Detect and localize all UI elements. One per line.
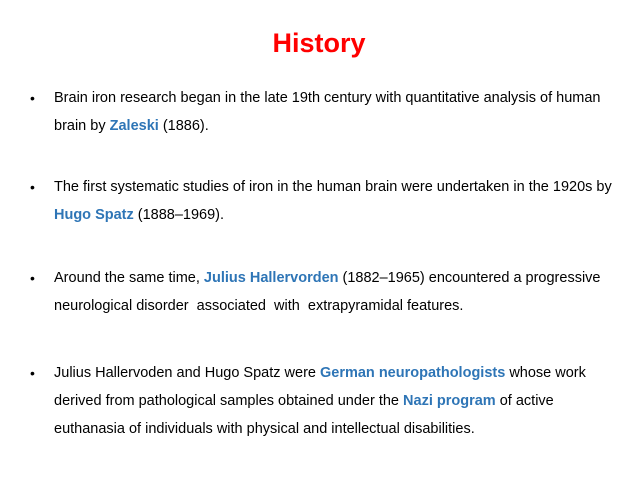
- bullet-text: [54, 173, 614, 229]
- bullet-text: [54, 359, 614, 443]
- highlight-term: German neuropathologists: [319, 365, 506, 381]
- highlight-name: Julius Hallervorden: [203, 270, 339, 286]
- bullet-marker: •: [30, 90, 35, 106]
- slide-title: History: [272, 28, 366, 58]
- bullet-marker: •: [30, 365, 35, 381]
- highlight-name: Hugo Spatz: [54, 207, 134, 223]
- bullet-marker: •: [30, 179, 35, 195]
- bullet-text-part: whose work derived from pathological samples obtained under the: [54, 365, 586, 409]
- bullet-text: [54, 84, 614, 140]
- bullet-text-part: (1882–1965) encountered a progressive neurological disorder associated with extrapyramidal features.: [54, 270, 605, 314]
- bullet-text-part: Around the same time,: [54, 270, 204, 286]
- highlight-term: Nazi program: [403, 393, 496, 409]
- bullet-text: [54, 264, 614, 320]
- bullet-text-part: The first systematic studies of iron in the human brain were undertaken in the 1920s by: [54, 179, 612, 195]
- bullet-text-part: of active euthanasia of individuals with physical and intellectual disabilities.: [54, 393, 554, 437]
- bullet-text-part: (1888–1969).: [133, 207, 225, 223]
- bullet-text-part: (1886).: [158, 118, 209, 134]
- bullet-text-part: Julius Hallervoden and Hugo Spatz were: [54, 365, 320, 381]
- bullet-marker: •: [30, 270, 35, 286]
- highlight-name: Zaleski: [109, 118, 159, 134]
- bullet-text-part: Brain iron research began in the late 19th century with quantitative analysis of human brain by: [54, 90, 601, 134]
